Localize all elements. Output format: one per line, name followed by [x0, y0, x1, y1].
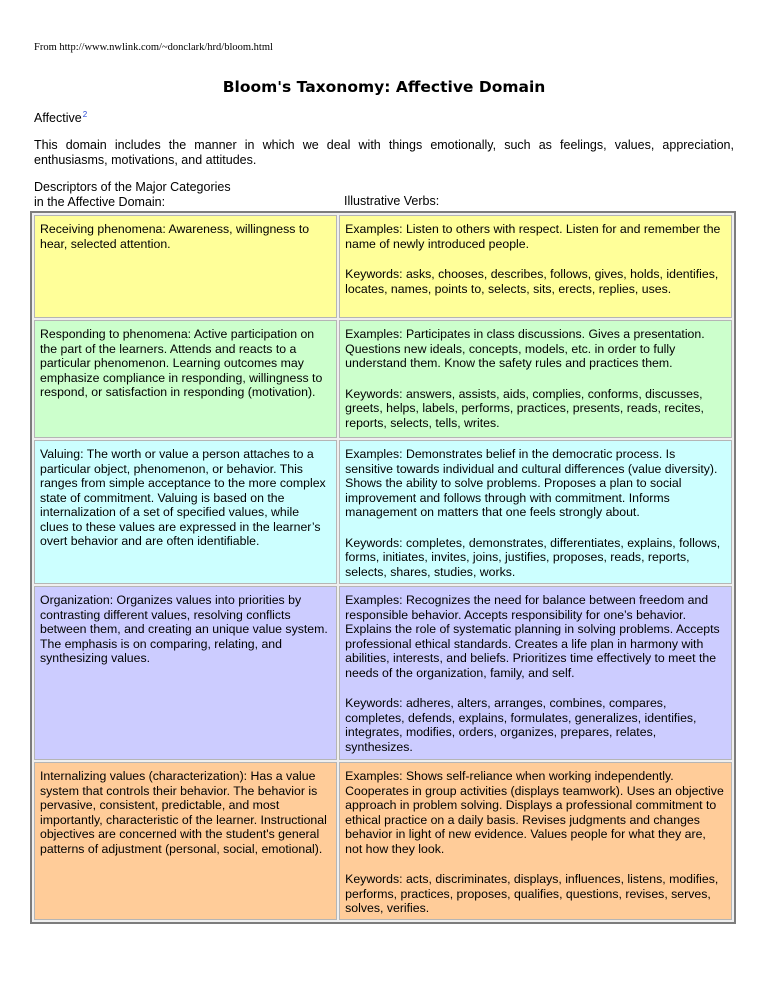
column-header-verbs: Illustrative Verbs: — [344, 194, 440, 208]
verbs-cell — [339, 440, 732, 584]
descriptor-cell — [34, 762, 337, 920]
descriptor-text: Responding to phenomena: Active participation on the part of the learners. Attends and reacts to a particular phenomenon. Learning outcomes may emphasize compliance in responding, willingness to respond, or satisfaction in responding (motivation). — [40, 327, 323, 399]
descriptor-text: Receiving phenomena: Awareness, willingness to hear, selected attention. — [40, 222, 310, 251]
descriptor-cell — [34, 215, 337, 318]
keywords-text: Keywords: asks, chooses, describes, follows, gives, holds, identifies, locates, names, points to, selects, sits, erects, replies, uses. — [345, 267, 719, 296]
examples-text: Examples: Shows self-reliance when working independently. Cooperates in group activities (displays teamwork). Uses an objective approach in problem solving. Displays a professional commitment to ethical practice on a daily basis. Revises judgments and changes behavior in light of new evidence. Values people for what they are, not how they look. — [345, 769, 724, 856]
column-header-descriptors — [34, 180, 231, 209]
keywords-text: Keywords: adheres, alters, arranges, combines, compares, completes, defends, explains, formulates, generalizes, identifies, integrates, modifies, orders, organizes, prepares, relates, synthesizes. — [345, 696, 697, 754]
descriptor-cell — [34, 586, 337, 760]
keywords-text: Keywords: completes, demonstrates, differentiates, explains, follows, forms, initiates, invites, joins, justifies, proposes, reads, reports, selects, shares, studies, works. — [345, 535, 721, 579]
descriptor-text: Organization: Organizes values into priorities by contrasting different values, resolving conflicts between them, and creating an unique value system. The emphasis is on comparing, relating, and synthesizing values. — [40, 593, 328, 665]
footnote-reference[interactable]: 2 — [82, 110, 88, 119]
examples-text: Examples: Participates in class discussions. Gives a presentation. Questions new ideals, concepts, models, etc. in order to fully understand them. Know the safety rules and practices them. — [345, 327, 705, 370]
keywords-text: Keywords: answers, assists, aids, complies, conforms, discusses, greets, helps, labels, performs, practices, presents, reads, recites, reports, selects, tells, writes. — [345, 386, 704, 430]
column-header-descriptors-line1: Descriptors of the Major Categories — [34, 180, 231, 194]
table-row-internalizing — [34, 762, 732, 920]
descriptor-cell — [34, 440, 337, 584]
verbs-cell — [339, 320, 732, 438]
affective-domain-table — [30, 211, 736, 924]
page-title: Bloom's Taxonomy: Affective Domain — [222, 78, 546, 96]
table-row-valuing — [34, 440, 732, 584]
examples-text: Examples: Recognizes the need for balance between freedom and responsible behavior. Accepts responsibility for one’s behavior. Explains the role of systematic planning in solving problems. Accepts professional ethical standards. Creates a life plan in harmony with abilities, interests, and beliefs. Prioritizes time effectively to meet the needs of the organization, family, and self. — [345, 593, 720, 680]
descriptor-cell — [34, 320, 337, 438]
table-row-organization — [34, 586, 732, 760]
keywords-text: Keywords: acts, discriminates, displays, influences, listens, modifies, performs, practices, proposes, qualifies, questions, revises, serves, solves, verifies. — [345, 872, 719, 915]
table-row-receiving — [34, 215, 732, 318]
verbs-cell — [339, 586, 732, 760]
descriptor-text: Valuing: The worth or value a person attaches to a particular object, phenomenon, or behavior. This ranges from simple acceptance to the more complex state of commitment. Valuing is based on the internalization of a set of specified values, while clues to these values are expressed in the learner’s overt behavior and are often identifiable. — [40, 447, 326, 548]
affective-label: Affective — [34, 111, 82, 126]
column-header-descriptors-line2: in the Affective Domain: — [34, 194, 166, 209]
table-row-responding — [34, 320, 732, 438]
examples-text: Examples: Listen to others with respect. Listen for and remember the name of newly introduced people. — [345, 222, 721, 251]
examples-text: Examples: Demonstrates belief in the democratic process. Is sensitive towards individual and cultural differences (value diversity). Shows the ability to solve problems. Proposes a plan to social improvement and follows through with commitment. Informs management on matters that one feels strongly about. — [345, 447, 718, 519]
descriptor-text: Internalizing values (characterization): Has a value system that controls their behavior. The behavior is pervasive, consistent, predictable, and most importantly, characteristic of the learner. Instructional objectives are concerned with the student's general patterns of adjustment (personal, social, emotional). — [40, 769, 327, 856]
verbs-cell — [339, 762, 732, 920]
source-url-line: From http://www.nwlink.com/~donclark/hrd/bloom.html — [34, 42, 273, 53]
verbs-cell — [339, 215, 732, 318]
intro-paragraph: This domain includes the manner in which we deal with things emotionally, such as feelings, values, appreciation, enthusiasms, motivations, and attitudes. — [34, 138, 734, 167]
affective-heading — [34, 110, 87, 125]
